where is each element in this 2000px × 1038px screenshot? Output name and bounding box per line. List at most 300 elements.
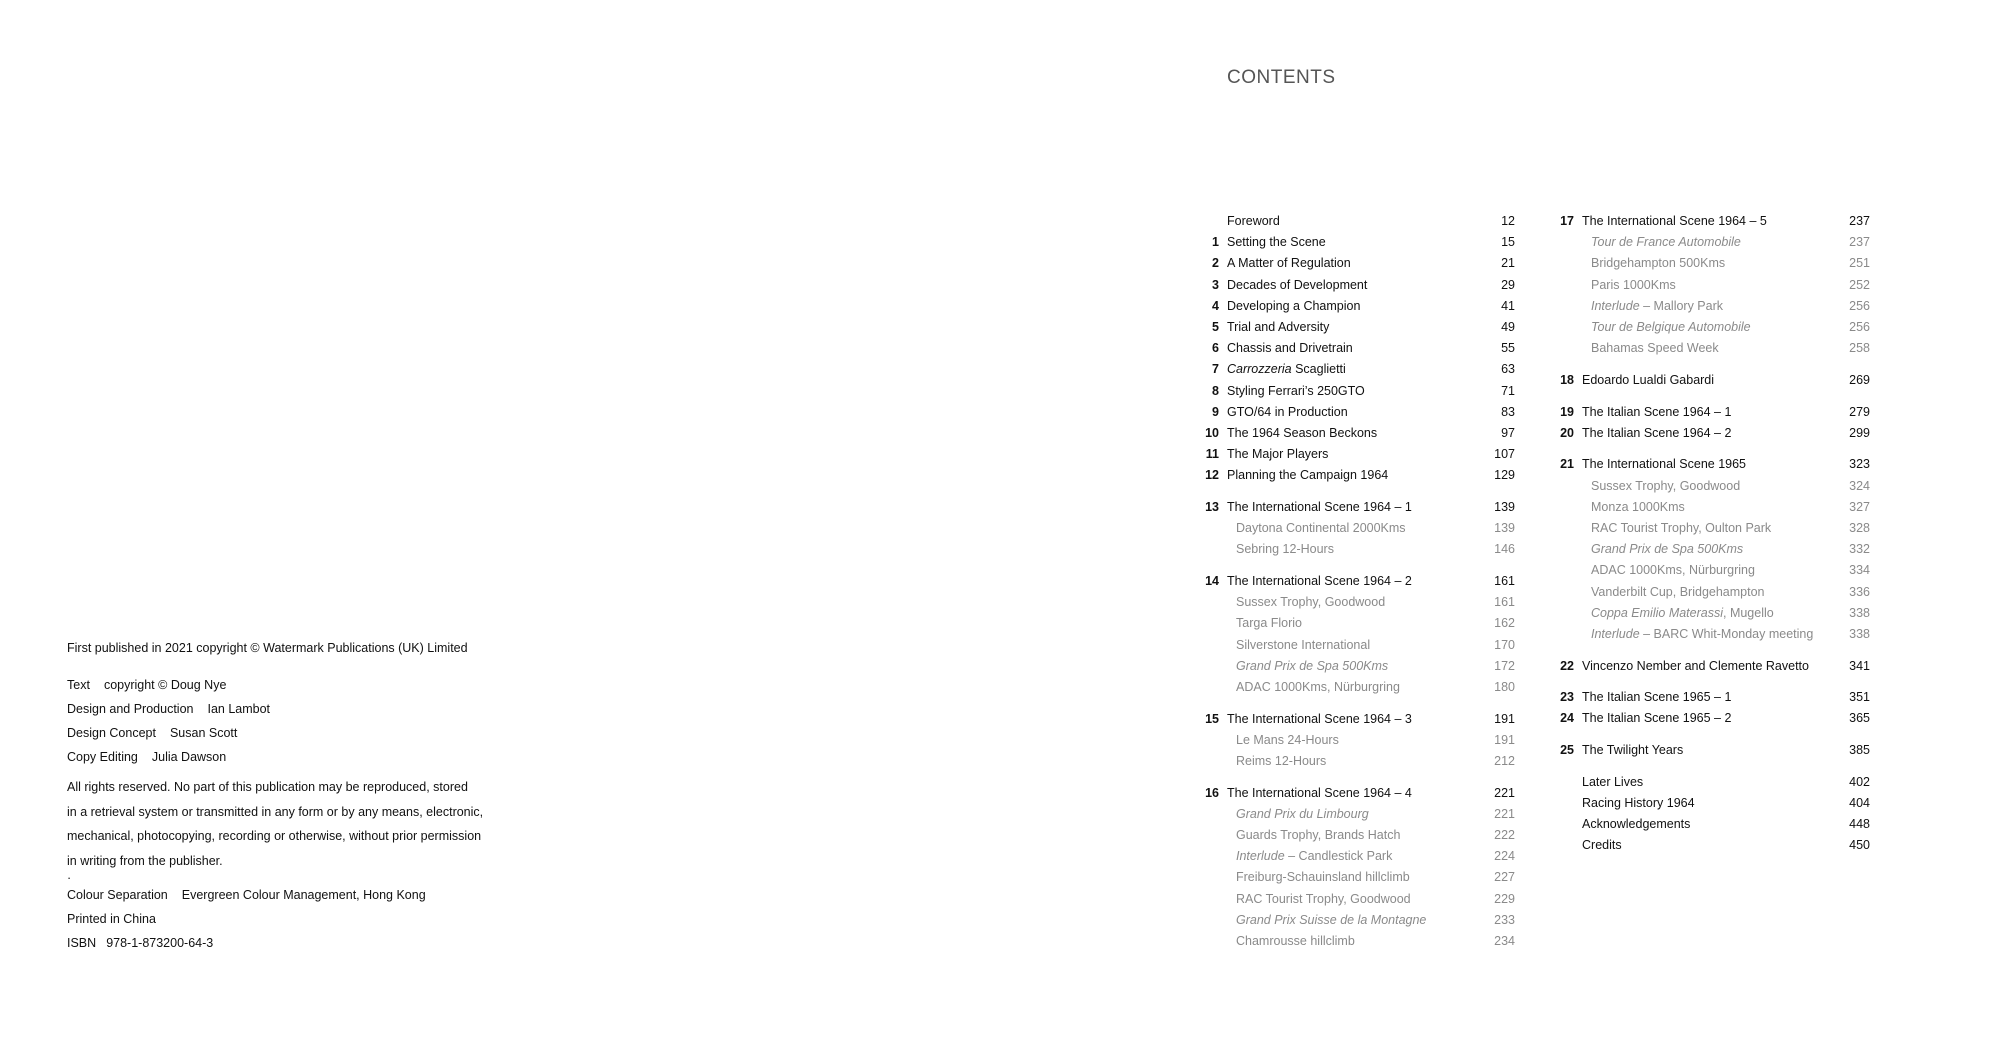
toc-subentry: [1195, 867, 1515, 888]
page-number: 12: [1501, 214, 1515, 228]
toc-title: [1236, 518, 1406, 539]
toc-subentry: [1195, 910, 1515, 931]
toc-entry: [1195, 317, 1515, 338]
rights-line: in writing from the publisher.: [67, 853, 223, 868]
toc-title-text: Le Mans 24-Hours: [1236, 732, 1339, 747]
toc-entry: [1195, 497, 1515, 518]
toc-title-text: A Matter of Regulation: [1227, 256, 1351, 271]
isbn-value: 978-1-873200-64-3: [106, 936, 214, 950]
page-number: 221: [1494, 806, 1515, 821]
toc-title: [1582, 814, 1690, 835]
page-number: 279: [1849, 404, 1870, 419]
toc-subentry: [1550, 338, 1870, 359]
toc-title-text: Sussex Trophy, Goodwood: [1236, 595, 1386, 610]
toc-title: [1227, 465, 1388, 486]
isbn-label: ISBN: [67, 936, 97, 950]
toc-entry: [1550, 708, 1870, 729]
imprint-block: [67, 637, 627, 955]
toc-title: [1582, 370, 1714, 391]
toc-title-text: The Italian Scene 1964 – 2: [1582, 425, 1732, 440]
toc-entry: [1550, 656, 1870, 677]
toc-entry: [1195, 571, 1515, 592]
page-number: 324: [1849, 478, 1870, 493]
page-number: 49: [1501, 319, 1515, 334]
page-number: 129: [1494, 468, 1515, 483]
toc-entry: [1195, 359, 1515, 380]
credit-line: [67, 745, 627, 769]
chapter-number: 1: [1212, 235, 1219, 250]
toc-title-italic-part: Interlude: [1591, 626, 1640, 641]
toc-entry: [1550, 211, 1870, 232]
toc-title-text: RAC Tourist Trophy, Oulton Park: [1591, 520, 1772, 535]
credit-line: [67, 673, 627, 697]
toc-entry: [1550, 402, 1870, 423]
toc-title-text: The International Scene 1964 – 4: [1227, 785, 1412, 800]
toc-title-text: The Major Players: [1227, 447, 1329, 462]
toc-title: [1591, 603, 1774, 624]
page-number: 252: [1849, 277, 1870, 292]
toc-title: [1591, 338, 1719, 359]
page-number: 404: [1849, 796, 1870, 810]
toc-title-text: Chassis and Drivetrain: [1227, 341, 1353, 356]
toc-title: [1591, 560, 1755, 581]
toc-title: [1236, 539, 1334, 560]
toc-entry: [1195, 253, 1515, 274]
credit-role: Design Concept: [67, 726, 156, 740]
page-number: 269: [1849, 372, 1870, 387]
chapter-number: 12: [1205, 468, 1219, 483]
page-number: 334: [1849, 563, 1870, 578]
page-number: 256: [1849, 298, 1870, 313]
toc-title: [1582, 793, 1695, 814]
toc-entry: [1195, 465, 1515, 486]
toc-subentry: [1550, 317, 1870, 338]
toc-subentry: [1550, 232, 1870, 253]
toc-title-italic-part: Grand Prix Suisse de la Montagne: [1236, 912, 1427, 927]
chapter-number: 6: [1212, 341, 1219, 356]
toc-title-text: Silverstone International: [1236, 637, 1371, 652]
page-number: 172: [1494, 658, 1515, 673]
toc-title: [1591, 539, 1743, 560]
toc-subentry: [1195, 592, 1515, 613]
toc-subentry: [1550, 624, 1870, 645]
toc-title: [1236, 825, 1400, 846]
chapter-number: 22: [1560, 658, 1574, 673]
toc-title: [1227, 359, 1346, 380]
toc-title-italic-part: Grand Prix de Spa 500Kms: [1591, 542, 1744, 557]
toc-title: [1591, 232, 1741, 253]
toc-title-text: – BARC Whit-Monday meeting: [1639, 626, 1814, 641]
chapter-number: 11: [1205, 447, 1219, 462]
toc-title-text: Sussex Trophy, Goodwood: [1591, 478, 1741, 493]
toc-subentry: [1195, 931, 1515, 952]
isbn-line: [67, 931, 627, 955]
toc-title: [1591, 317, 1751, 338]
toc-subentry: [1195, 635, 1515, 656]
toc-subentry: [1195, 613, 1515, 634]
toc-title-text: Daytona Continental 2000Kms: [1236, 521, 1406, 536]
chapter-number: 3: [1212, 277, 1219, 292]
chapter-number: 9: [1212, 404, 1219, 419]
toc-title-text: Targa Florio: [1236, 616, 1302, 631]
toc-entry: [1550, 814, 1870, 835]
toc-title: [1591, 624, 1813, 645]
toc-entry: [1195, 275, 1515, 296]
page-number: 191: [1494, 732, 1515, 747]
page-number: 170: [1494, 637, 1515, 652]
credit-role: Copy Editing: [67, 750, 138, 764]
toc-entry: [1195, 444, 1515, 465]
page-number: 327: [1849, 499, 1870, 514]
toc-title-italic-part: Carrozzeria: [1227, 362, 1292, 377]
chapter-number: 21: [1560, 457, 1574, 472]
toc-subentry: [1550, 603, 1870, 624]
toc-title-text: Guards Trophy, Brands Hatch: [1236, 828, 1401, 843]
page-number: 385: [1849, 743, 1870, 758]
toc-subentry: [1550, 275, 1870, 296]
toc-title: [1227, 338, 1353, 359]
chapter-number: 25: [1560, 743, 1574, 758]
toc-subentry: [1195, 730, 1515, 751]
page-number: 365: [1849, 711, 1870, 726]
toc-entry: [1550, 740, 1870, 761]
toc-title-text: Decades of Development: [1227, 277, 1368, 292]
page-number: 139: [1494, 499, 1515, 514]
toc-title-text: The Italian Scene 1965 – 1: [1582, 690, 1732, 705]
toc-title-text: Monza 1000Kms: [1591, 499, 1685, 514]
page-number: 229: [1494, 891, 1515, 906]
toc-title: [1582, 772, 1643, 793]
chapter-number: 10: [1205, 425, 1219, 440]
page-number: 222: [1494, 828, 1515, 843]
toc-title-text: – Mallory Park: [1639, 298, 1724, 313]
toc-title-text: Vanderbilt Cup, Bridgehampton: [1591, 584, 1765, 599]
toc-title-text: Styling Ferrari’s 250GTO: [1227, 383, 1365, 398]
toc-subentry: [1195, 751, 1515, 772]
toc-title: [1236, 751, 1326, 772]
toc-subentry: [1195, 889, 1515, 910]
page-number: 258: [1849, 341, 1870, 356]
toc-title: [1227, 423, 1377, 444]
toc-title: [1591, 296, 1723, 317]
page-number: 338: [1849, 626, 1870, 641]
toc-title-text: , Mugello: [1723, 605, 1774, 620]
page-number: 29: [1501, 277, 1515, 292]
page-number: 351: [1849, 690, 1870, 705]
toc-title: [1591, 275, 1676, 296]
page-number: 448: [1849, 817, 1870, 832]
toc-title-text: Developing a Champion: [1227, 298, 1361, 313]
credit-name: copyright © Doug Nye: [103, 678, 227, 692]
page-number: 224: [1494, 849, 1515, 864]
toc-title-text: The International Scene 1964 – 3: [1227, 711, 1412, 726]
chapter-number: 7: [1212, 362, 1219, 377]
toc-title-text: Bridgehampton 500Kms: [1591, 256, 1726, 271]
page-number: 83: [1501, 404, 1515, 419]
toc-entry: [1550, 370, 1870, 391]
toc-title: [1236, 592, 1385, 613]
toc-title-text: GTO/64 in Production: [1227, 404, 1348, 419]
toc-entry: [1550, 423, 1870, 444]
credit-name: Susan Scott: [169, 726, 238, 740]
toc-title: [1227, 571, 1412, 592]
page-number: 221: [1494, 785, 1515, 800]
page-number: 212: [1494, 754, 1515, 768]
toc-title-text: Bahamas Speed Week: [1591, 341, 1719, 356]
page-number: 15: [1501, 235, 1515, 250]
toc-title-text: Sebring 12-Hours: [1236, 542, 1334, 557]
toc-title-text: The International Scene 1964 – 1: [1227, 499, 1412, 514]
contents-title: CONTENTS: [1227, 67, 1336, 88]
chapter-number: 23: [1560, 690, 1574, 705]
toc-title-text: Scaglietti: [1291, 362, 1346, 377]
credit-role: Design and Production: [67, 702, 194, 716]
toc-entry: [1195, 296, 1515, 317]
toc-title-text: Paris 1000Kms: [1591, 277, 1676, 292]
page-number: 71: [1501, 383, 1515, 398]
toc-title: [1591, 476, 1740, 497]
toc-title: [1591, 582, 1765, 603]
toc-title-text: Vincenzo Nember and Clemente Ravetto: [1582, 658, 1809, 673]
toc-title: [1227, 381, 1365, 402]
rights-line: mechanical, photocopying, recording or otherwise, without prior permission: [67, 829, 482, 843]
toc-title: [1236, 910, 1426, 931]
first-published-line: First published in 2021 copyright © Watermark Publications (UK) Limited: [67, 641, 468, 655]
page-number: 450: [1849, 838, 1870, 853]
toc-title: [1227, 317, 1329, 338]
credit-name: Ian Lambot: [207, 702, 271, 716]
page-number: 328: [1849, 520, 1870, 535]
toc-entry: [1550, 772, 1870, 793]
toc-title: [1227, 783, 1412, 804]
credit-line: [67, 697, 627, 721]
page-number: 162: [1494, 616, 1515, 631]
toc-title-text: The Italian Scene 1965 – 2: [1582, 711, 1732, 726]
toc-title: [1582, 454, 1746, 475]
page-number: 332: [1849, 542, 1870, 557]
toc-title-text: Chamrousse hillclimb: [1236, 934, 1355, 948]
colour-separation-line: [67, 883, 627, 907]
chapter-number: 2: [1212, 256, 1219, 271]
chapter-number: 5: [1212, 319, 1219, 334]
toc-subentry: [1195, 677, 1515, 698]
toc-subentry: [1195, 804, 1515, 825]
toc-title-text: Foreword: [1227, 214, 1280, 228]
credit-role: Text: [67, 678, 90, 692]
toc-subentry: [1550, 518, 1870, 539]
toc-title: [1236, 804, 1369, 825]
toc-title: [1236, 613, 1302, 634]
chapter-number: 19: [1560, 404, 1574, 419]
toc-title: [1236, 730, 1339, 751]
toc-title: [1227, 444, 1328, 465]
toc-title-text: The International Scene 1964 – 2: [1227, 574, 1412, 588]
toc-title-text: ADAC 1000Kms, Nürburgring: [1591, 563, 1755, 578]
toc-title-text: Racing History 1964: [1582, 796, 1695, 810]
toc-subentry: [1550, 476, 1870, 497]
toc-title: [1582, 656, 1809, 677]
toc-title-text: ADAC 1000Kms, Nürburgring: [1236, 679, 1400, 694]
page-number: 338: [1849, 605, 1870, 620]
toc-right-column: [1550, 211, 1870, 857]
toc-entry: [1195, 423, 1515, 444]
page-number: 180: [1494, 679, 1515, 694]
page-number: 234: [1494, 934, 1515, 948]
credit-line: [67, 721, 627, 745]
toc-subentry: [1195, 518, 1515, 539]
page-number: 402: [1849, 774, 1870, 789]
page-number: 63: [1501, 362, 1515, 377]
toc-subentry: [1195, 656, 1515, 677]
toc-title-text: Planning the Campaign 1964: [1227, 468, 1389, 483]
toc-title-text: – Candlestick Park: [1284, 849, 1393, 864]
chapter-number: 16: [1205, 785, 1219, 800]
colour-separation-role: Colour Separation: [67, 888, 168, 902]
toc-title-text: Freiburg-Schauinsland hillclimb: [1236, 870, 1410, 885]
toc-title-italic-part: Coppa Emilio Materassi: [1591, 605, 1723, 620]
chapter-number: 13: [1205, 499, 1219, 514]
toc-left-column: [1195, 211, 1515, 952]
toc-title-text: RAC Tourist Trophy, Goodwood: [1236, 891, 1411, 906]
toc-title-text: The 1964 Season Beckons: [1227, 425, 1378, 440]
chapter-number: 18: [1560, 372, 1574, 387]
toc-entry: [1195, 338, 1515, 359]
toc-title: [1227, 253, 1351, 274]
separator-dot: ·: [67, 871, 72, 885]
page-number: 237: [1849, 214, 1870, 228]
toc-title: [1236, 889, 1411, 910]
toc-subentry: [1550, 582, 1870, 603]
toc-title-text: Reims 12-Hours: [1236, 754, 1327, 768]
toc-title: [1227, 402, 1348, 423]
chapter-number: 20: [1560, 425, 1574, 440]
rights-line: All rights reserved. No part of this publication may be reproduced, stored: [67, 780, 468, 794]
chapter-number: 8: [1212, 383, 1219, 398]
toc-subentry: [1550, 497, 1870, 518]
toc-title: [1227, 275, 1367, 296]
page-number: 251: [1849, 256, 1870, 271]
page-number: 233: [1494, 912, 1515, 927]
page-number: 227: [1494, 870, 1515, 885]
toc-title: [1227, 211, 1280, 232]
page-number: 139: [1494, 521, 1515, 536]
page-number: 161: [1494, 595, 1515, 610]
page-number: 256: [1849, 319, 1870, 334]
toc-title: [1582, 835, 1622, 856]
page-number: 21: [1501, 256, 1515, 271]
toc-entry: [1195, 783, 1515, 804]
chapter-number: 14: [1205, 574, 1219, 588]
toc-title: [1236, 846, 1392, 867]
toc-entry: [1550, 454, 1870, 475]
page-number: 146: [1494, 542, 1515, 557]
toc-entry: [1195, 709, 1515, 730]
toc-title-italic-part: Grand Prix de Spa 500Kms: [1236, 658, 1389, 673]
toc-title-text: The International Scene 1965: [1582, 457, 1747, 472]
toc-title-text: Trial and Adversity: [1227, 319, 1330, 334]
toc-entry: [1550, 835, 1870, 856]
toc-title: [1582, 687, 1731, 708]
page-number: 323: [1849, 457, 1870, 472]
toc-subentry: [1195, 846, 1515, 867]
toc-title: [1591, 497, 1685, 518]
toc-subentry: [1550, 253, 1870, 274]
toc-title: [1227, 709, 1412, 730]
page-number: 341: [1849, 658, 1870, 673]
toc-title-text: Credits: [1582, 838, 1622, 853]
toc-title-text: The Italian Scene 1964 – 1: [1582, 404, 1732, 419]
toc-subentry: [1195, 539, 1515, 560]
page-number: 41: [1501, 298, 1515, 313]
toc-entry: [1195, 381, 1515, 402]
chapter-number: 15: [1205, 711, 1219, 726]
page-number: 336: [1849, 584, 1870, 599]
rights-line: in a retrieval system or transmitted in any form or by any means, electronic,: [67, 804, 484, 819]
toc-title-italic-part: Tour de Belgique Automobile: [1591, 319, 1751, 334]
chapter-number: 17: [1560, 214, 1574, 228]
toc-entry: [1195, 211, 1515, 232]
toc-title: [1582, 402, 1731, 423]
toc-entry: [1195, 232, 1515, 253]
toc-title: [1582, 740, 1683, 761]
toc-title-text: Later Lives: [1582, 774, 1644, 789]
page-number: 161: [1494, 574, 1515, 588]
toc-title-italic-part: Grand Prix du Limbourg: [1236, 806, 1369, 821]
toc-title-text: Setting the Scene: [1227, 235, 1326, 250]
page-number: 191: [1494, 711, 1515, 726]
colour-separation-name: Evergreen Colour Management, Hong Kong: [181, 888, 426, 902]
toc-title: [1591, 253, 1725, 274]
toc-subentry: [1550, 539, 1870, 560]
chapter-number: 24: [1560, 711, 1574, 726]
toc-title: [1236, 677, 1400, 698]
toc-entry: [1550, 793, 1870, 814]
toc-entry: [1195, 402, 1515, 423]
page-number: 107: [1494, 447, 1515, 462]
toc-title: [1236, 867, 1410, 888]
toc-title: [1236, 635, 1370, 656]
toc-subentry: [1195, 825, 1515, 846]
credits-list: [67, 673, 627, 769]
toc-title: [1227, 232, 1326, 253]
toc-title: [1582, 423, 1731, 444]
toc-subentry: [1550, 560, 1870, 581]
toc-title-italic-part: Interlude: [1591, 298, 1640, 313]
toc-title-text: The Twilight Years: [1582, 743, 1684, 758]
credit-name: Julia Dawson: [151, 750, 227, 764]
toc-title: [1582, 708, 1731, 729]
page-number: 237: [1849, 235, 1870, 250]
chapter-number: 4: [1212, 298, 1219, 313]
toc-title-text: The International Scene 1964 – 5: [1582, 214, 1767, 228]
toc-title: [1227, 296, 1360, 317]
toc-title: [1236, 656, 1388, 677]
page-number: 55: [1501, 341, 1515, 356]
toc-title-text: Edoardo Lualdi Gabardi: [1582, 372, 1715, 387]
toc-title: [1582, 211, 1767, 232]
printed-in-line: Printed in China: [67, 912, 156, 926]
page-number: 299: [1849, 425, 1870, 440]
toc-title-italic-part: Tour de France Automobile: [1591, 235, 1741, 250]
toc-title-italic-part: Interlude: [1236, 849, 1285, 864]
toc-title: [1236, 931, 1355, 952]
toc-entry: [1550, 687, 1870, 708]
toc-title: [1591, 518, 1771, 539]
toc-title: [1227, 497, 1412, 518]
page-number: 97: [1501, 425, 1515, 440]
toc-subentry: [1550, 296, 1870, 317]
toc-title-text: Acknowledgements: [1582, 817, 1691, 832]
